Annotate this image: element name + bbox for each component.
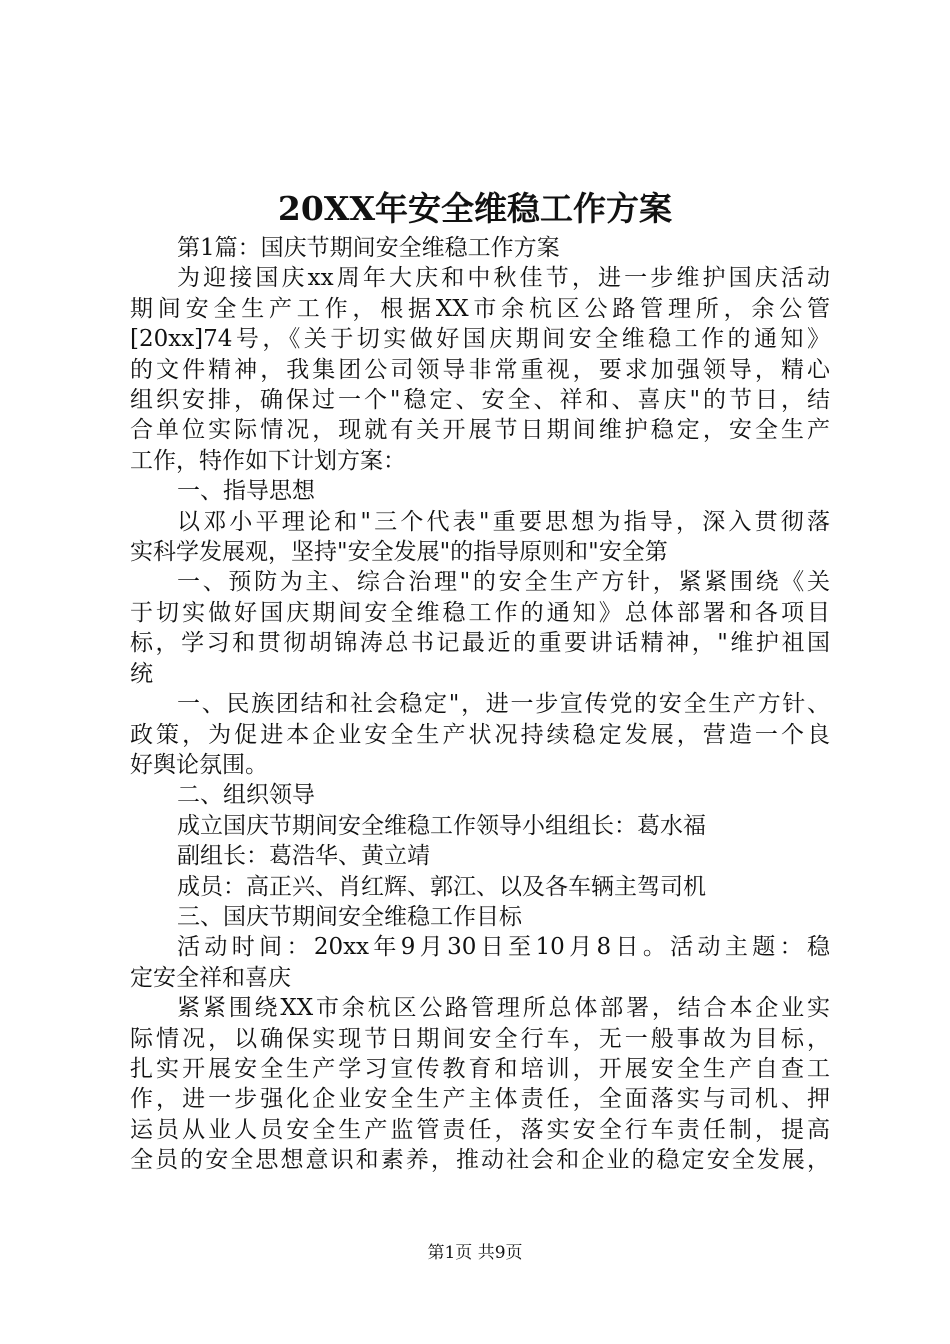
section-heading: 三、国庆节期间安全维稳工作目标 [177,903,522,930]
paragraph-line: 全员的安全思想意识和素养，推动社会和企业的稳定安全发展， [130,1147,830,1174]
paragraph-line: 一、民族团结和社会稳定"，进一步宣传党的安全生产方针、 [177,691,830,718]
section-heading: 第1篇：国庆节期间安全维稳工作方案 [177,235,560,261]
paragraph-line: 工作，特作如下计划方案： [130,447,406,474]
paragraph-line: 的文件精神，我集团公司领导非常重视，要求加强领导，精心 [130,356,830,383]
paragraph-line: 成员：高正兴、肖红辉、郭江、以及各车辆主驾司机 [177,873,706,900]
paragraph-line: 一、预防为主、综合治理"的安全生产方针，紧紧围绕《关 [177,569,830,596]
paragraph-line: 活动时间：20xx年9月30日至10月8日。活动主题：稳 [177,934,830,961]
paragraph-line: 紧紧围绕XX市余杭区公路管理所总体部署，结合本企业实 [177,995,830,1022]
paragraph-line: 扎实开展安全生产学习宣传教育和培训，开展安全生产自查工 [130,1055,830,1082]
paragraph-line: 合单位实际情况，现就有关开展节日期间维护稳定，安全生产 [130,417,830,444]
section-heading: 一、指导思想 [177,478,315,505]
section-heading: 二、组织领导 [177,782,315,809]
paragraph-line: 标，学习和贯彻胡锦涛总书记最近的重要讲话精神，"维护祖国 [130,630,830,657]
paragraph-line: 实科学发展观，坚持"安全发展"的指导原则和"安全第 [130,539,668,566]
paragraph-line: 定安全祥和喜庆 [130,964,291,991]
paragraph-line: 统 [130,660,153,687]
paragraph-line: 于切实做好国庆期间安全维稳工作的通知》总体部署和各项目 [130,599,830,626]
paragraph-line: 组织安排，确保过一个"稳定、安全、祥和、喜庆"的节日，结 [130,387,830,414]
page-number: 第1页 共9页 [427,1243,523,1263]
paragraph-line: 运员从业人员安全生产监管责任，落实安全行车责任制，提高 [130,1116,830,1143]
document-body [130,233,830,1176]
paragraph-line: 为迎接国庆xx周年大庆和中秋佳节，进一步维护国庆活动 [177,265,830,292]
paragraph-line: 期间安全生产工作，根据XX市余杭区公路管理所，余公管 [130,295,830,322]
paragraph-line: 以邓小平理论和"三个代表"重要思想为指导，深入贯彻落 [177,508,830,535]
paragraph-line: 好舆论氛围。 [130,751,268,778]
paragraph-line: 作，进一步强化企业安全生产主体责任，全面落实与司机、押 [130,1086,830,1113]
paragraph-line: 政策，为促进本企业安全生产状况持续稳定发展，营造一个良 [130,721,830,748]
paragraph-line: 成立国庆节期间安全维稳工作领导小组组长：葛水福 [177,812,706,839]
paragraph-line: 副组长：葛浩华、黄立靖 [177,843,430,870]
paragraph-line: 际情况，以确保实现节日期间安全行车，无一般事故为目标， [130,1025,830,1052]
page-title: 20XX年安全维稳工作方案 [277,189,673,228]
paragraph-line: [20xx]74号，《关于切实做好国庆期间安全维稳工作的通知》 [130,326,830,353]
